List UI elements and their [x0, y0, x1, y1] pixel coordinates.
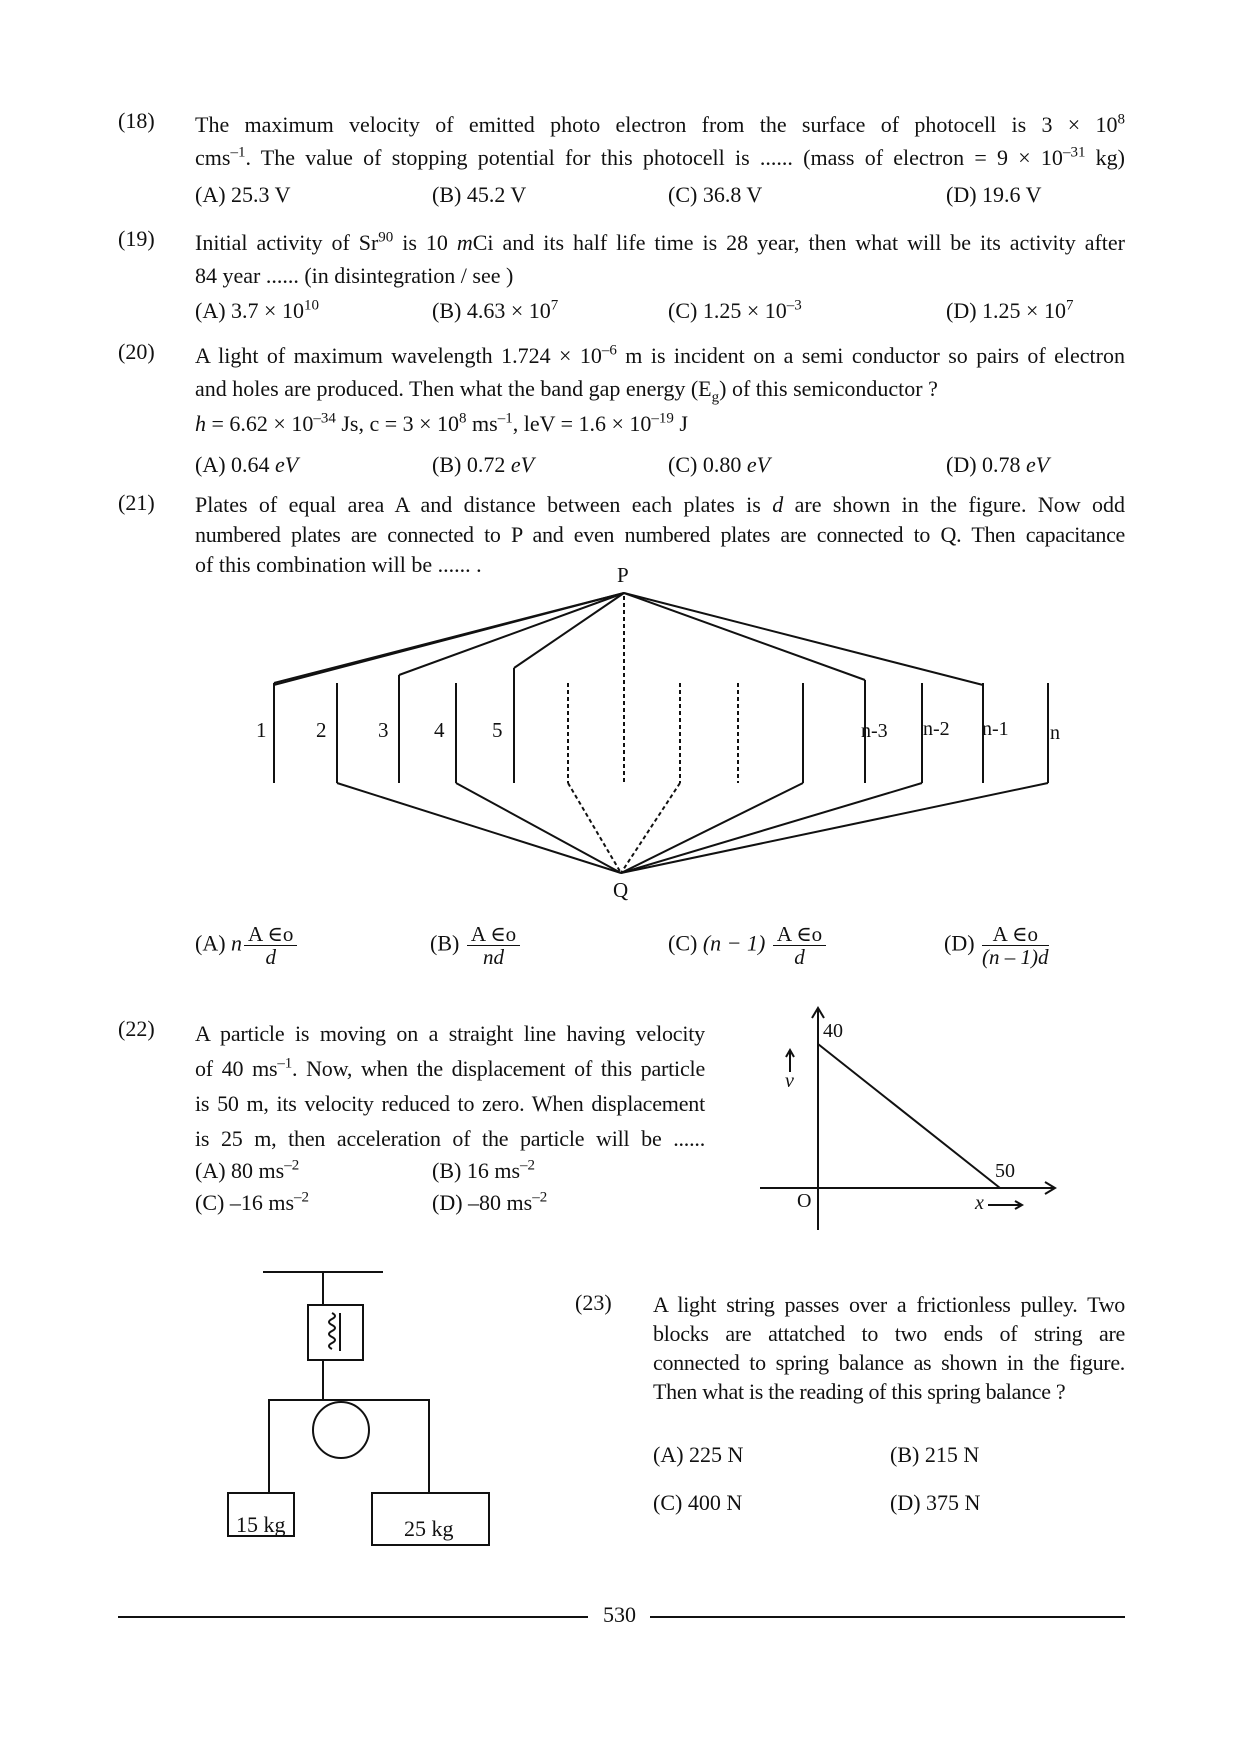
v-axis-label: v [785, 1070, 794, 1092]
option-b[interactable]: (B) 16 $ms^{-2}$ [432, 1157, 535, 1183]
spring-icon [329, 1313, 335, 1349]
v-intercept-label: 40 [823, 1020, 843, 1042]
plate-label-2: 2 [316, 718, 327, 742]
question-21-text: Plates of equal area A and distance between each plates is d are shown in the figure. Now odd numbered plates are connected to P and even numbered plates are connected to Q. Then capacitance of this combination will be ...... . [195, 492, 1125, 577]
option-c[interactable]: (C) (n − 1) $\frac{A \in o}{d}$ [668, 923, 828, 968]
point-p-label: P [617, 563, 629, 587]
mass-right-label: 25 kg [404, 1516, 454, 1541]
option-c[interactable]: (C) 36.8 V [668, 182, 763, 207]
origin-label: O [797, 1190, 812, 1212]
option-a[interactable]: (A) n $\frac{A \in o}{d}$ [195, 923, 299, 968]
option-c[interactable]: (C) 400 N [653, 1490, 743, 1515]
plate-label-n-1: n-1 [982, 718, 1009, 740]
option-d[interactable]: (D) –80 $ms^{-2}$ [432, 1189, 548, 1215]
question-22-number: (22) [118, 1016, 155, 1041]
question-18-text: The maximum velocity of emitted photo electron from the surface of photocell is $3 \times 10^8$ cms$^{-1}$. The value of stopping potential for this photocell is ...... (mass of electron = $9 \times 10^{-31}$ kg) [195, 111, 1126, 170]
mass-left-label: 15 kg [236, 1512, 286, 1537]
question-22-text: A particle is moving on a straight line having velocity of 40 $ms^{-1}$. Now, when the displacement of this particle is 50 m, its velocity reduced to zero. When displacement is 25 m, then acceleration of the particle will be ...... [195, 1021, 706, 1151]
question-19-text: Initial activity of Sr$^{90}$ is 10 mCi and its half life time is 28 year, then what will be its activity after 84 year ...... (in disintegration / see ) [195, 229, 1125, 288]
point-q-label: Q [613, 878, 629, 902]
option-b[interactable]: (B) $4.63 \times 10^7$ [432, 297, 559, 323]
option-c[interactable]: (C) –16 $ms^{-2}$ [195, 1189, 309, 1215]
plate-label-3: 3 [378, 718, 389, 742]
option-b[interactable]: (B) $\frac{A \in o}{nd}$ [430, 923, 522, 968]
option-d[interactable]: (D) 0.78 eV [946, 452, 1050, 477]
question-19-number: (19) [118, 226, 155, 251]
x-axis-label: x [975, 1192, 984, 1214]
plate-label-n-3: n-3 [861, 720, 888, 742]
option-a[interactable]: (A) $3.7 \times 10^{10}$ [195, 297, 319, 323]
footer-rule-right [650, 1616, 1125, 1618]
option-a[interactable]: (A) 80 $ms^{-2}$ [195, 1157, 300, 1183]
question-18-number: (18) [118, 108, 155, 133]
plate-label-n: n [1050, 722, 1060, 744]
pulley [313, 1402, 369, 1458]
option-a[interactable]: (A) 225 N [653, 1442, 744, 1467]
question-21-number: (21) [118, 490, 155, 515]
plate-label-4: 4 [434, 718, 445, 742]
question-23-number: (23) [575, 1290, 612, 1315]
option-b[interactable]: (B) 0.72 eV [432, 452, 535, 477]
spring-balance-box [308, 1305, 363, 1360]
option-c[interactable]: (C) $1.25 \times 10^{-3}$ [668, 297, 802, 323]
x-intercept-label: 50 [995, 1160, 1015, 1182]
velocity-line [818, 1044, 1000, 1188]
question-20-number: (20) [118, 339, 155, 364]
plate-label-5: 5 [492, 718, 503, 742]
option-b[interactable]: (B) 45.2 V [432, 182, 527, 207]
option-d[interactable]: (D) $\frac{A \in o}{(n - 1)d}$ [944, 922, 1049, 969]
option-d[interactable]: (D) 19.6 V [946, 182, 1042, 207]
plate-label-1: 1 [256, 718, 267, 742]
plate-label-n-2: n-2 [923, 718, 950, 740]
option-d[interactable]: (D) 375 N [890, 1490, 981, 1515]
option-c[interactable]: (C) 0.80 eV [668, 452, 771, 477]
question-23-text: A light string passes over a frictionless pulley. Two blocks are attatched to two ends of string are connected to spring balance as shown in the figure. Then what is the reading of this spring balance ? [653, 1292, 1125, 1404]
option-d[interactable]: (D) $1.25 \times 10^7$ [946, 297, 1074, 323]
footer-rule-left [118, 1616, 588, 1618]
option-a[interactable]: (A) 0.64 eV [195, 452, 299, 477]
option-a[interactable]: (A) 25.3 V [195, 182, 291, 207]
option-b[interactable]: (B) 215 N [890, 1442, 980, 1467]
question-20-text: A light of maximum wavelength $1.724 \times 10^{-6}$ m is incident on a semi conductor so pairs of electron and holes are produced. Then what the band gap energy $(E_g)$ of this semiconductor ? $h = 6.62 \times 10^{-34}$ Js, $c = 3 \times 10^8$ $ms^{-1}$, leV = $1.6 \times 10^{-19}$ J [195, 342, 1125, 436]
page-number: 530 [603, 1602, 636, 1627]
